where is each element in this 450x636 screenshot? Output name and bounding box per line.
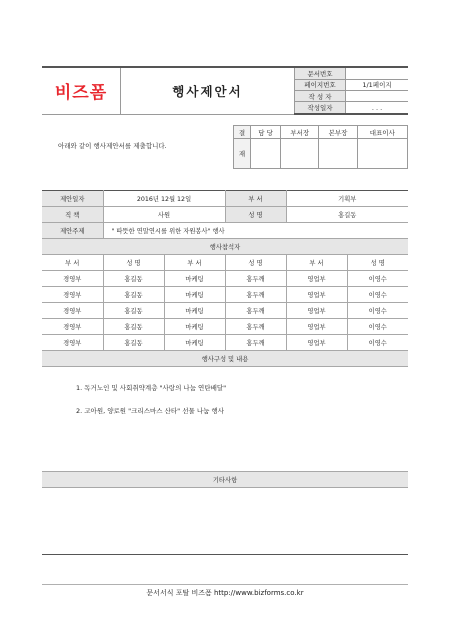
participant-cell[interactable]: 이영수 xyxy=(347,335,408,351)
participant-cell[interactable]: 경영부 xyxy=(42,319,103,335)
dept-label: 부 서 xyxy=(225,191,286,207)
participants-section-title: 행사참석자 xyxy=(42,239,408,255)
proposal-date-value[interactable]: 2016년 12월 12일 xyxy=(103,191,225,207)
position-label: 직 책 xyxy=(42,207,103,223)
participant-header: 부 서 xyxy=(164,255,225,271)
participant-cell[interactable]: 경영부 xyxy=(42,303,103,319)
author-value xyxy=(346,90,409,101)
doc-no-value xyxy=(346,67,409,79)
participant-header: 성 명 xyxy=(347,255,408,271)
participant-cell[interactable]: 홍길동 xyxy=(103,287,164,303)
participant-cell[interactable]: 홍두깨 xyxy=(225,335,286,351)
proposal-date-label: 제안일자 xyxy=(42,191,103,207)
participant-cell[interactable]: 경영부 xyxy=(42,271,103,287)
document-title: 행사제안서 xyxy=(121,67,295,114)
participant-cell[interactable]: 이영수 xyxy=(347,287,408,303)
footer-divider xyxy=(42,584,408,585)
logo-cell xyxy=(42,67,121,114)
participant-header: 부 서 xyxy=(286,255,347,271)
proposal-form xyxy=(42,190,408,555)
approval-side-top: 결 xyxy=(234,126,251,139)
participant-cell[interactable]: 마케팅 xyxy=(164,303,225,319)
signature-field[interactable] xyxy=(251,139,281,169)
name-value[interactable]: 홍길동 xyxy=(286,207,408,223)
participant-cell[interactable]: 홍길동 xyxy=(103,319,164,335)
approval-role-staff: 담 당 xyxy=(251,126,281,139)
participant-row xyxy=(42,319,408,335)
participant-cell[interactable]: 마케팅 xyxy=(164,287,225,303)
page-no-label: 페이지번호 xyxy=(295,79,346,90)
participant-cell[interactable]: 경영부 xyxy=(42,287,103,303)
participant-cell[interactable]: 홍길동 xyxy=(103,335,164,351)
approval-role-ceo: 대표이사 xyxy=(357,126,407,139)
approval-box xyxy=(233,125,408,169)
content-area[interactable] xyxy=(42,367,408,472)
participant-cell[interactable]: 마케팅 xyxy=(164,319,225,335)
author-label: 작 성 자 xyxy=(295,90,346,101)
participant-row xyxy=(42,335,408,351)
participant-cell[interactable]: 영업부 xyxy=(286,271,347,287)
intro-text: 아래와 같이 행사제안서를 제출합니다. xyxy=(58,142,167,150)
date-label: 작성일자 xyxy=(295,102,346,114)
signature-field[interactable] xyxy=(357,139,407,169)
participant-row xyxy=(42,271,408,287)
subject-label: 제안주제 xyxy=(42,223,103,239)
footer-text: 문서서식 포탈 비즈폼 http://www.bizforms.co.kr xyxy=(146,589,304,597)
participant-cell[interactable]: 홍두깨 xyxy=(225,303,286,319)
participant-cell[interactable]: 영업부 xyxy=(286,335,347,351)
participant-cell[interactable]: 홍두깨 xyxy=(225,271,286,287)
participant-header: 성 명 xyxy=(225,255,286,271)
page-no-value: 1/1페이지 xyxy=(346,79,409,90)
participant-cell[interactable]: 영업부 xyxy=(286,303,347,319)
participant-header: 부 서 xyxy=(42,255,103,271)
participant-cell[interactable]: 이영수 xyxy=(347,319,408,335)
name-label: 성 명 xyxy=(225,207,286,223)
content-section-title: 행사구성 및 내용 xyxy=(42,351,408,367)
subject-value[interactable]: " 따뜻한 연말연시를 위한 자원봉사" 행사 xyxy=(103,223,408,239)
participant-cell[interactable]: 이영수 xyxy=(347,271,408,287)
participant-cell[interactable]: 마케팅 xyxy=(164,335,225,351)
bizforms-logo: 비즈폼 xyxy=(54,83,108,104)
participant-cell[interactable]: 마케팅 xyxy=(164,271,225,287)
other-notes-area[interactable] xyxy=(42,488,408,555)
approval-role-dept-head: 부서장 xyxy=(281,126,319,139)
date-value: . . . xyxy=(346,102,409,114)
participant-header: 성 명 xyxy=(103,255,164,271)
position-value[interactable]: 사원 xyxy=(103,207,225,223)
participant-cell[interactable]: 영업부 xyxy=(286,319,347,335)
document-header xyxy=(42,66,408,115)
participant-cell[interactable]: 홍길동 xyxy=(103,303,164,319)
participant-cell[interactable]: 이영수 xyxy=(347,303,408,319)
participant-row xyxy=(42,303,408,319)
dept-value[interactable]: 기획부 xyxy=(286,191,408,207)
participant-cell[interactable]: 영업부 xyxy=(286,287,347,303)
participant-row xyxy=(42,287,408,303)
participant-cell[interactable]: 홍길동 xyxy=(103,271,164,287)
content-item: 1. 독거노인 및 사회취약계층 "사랑의 나눔 연탄배달" xyxy=(76,384,227,392)
doc-no-label: 문서번호 xyxy=(295,67,346,79)
participant-cell[interactable]: 홍두깨 xyxy=(225,319,286,335)
participant-cell[interactable]: 경영부 xyxy=(42,335,103,351)
content-item: 2. 고아원, 양로원 "크리스마스 산타" 선물 나눔 행사 xyxy=(76,407,225,415)
participant-cell[interactable]: 홍두깨 xyxy=(225,287,286,303)
other-section-title: 기타사항 xyxy=(42,472,408,488)
signature-field[interactable] xyxy=(319,139,357,169)
approval-role-division-head: 본부장 xyxy=(319,126,357,139)
signature-field[interactable] xyxy=(281,139,319,169)
approval-side-bottom: 재 xyxy=(234,139,251,169)
